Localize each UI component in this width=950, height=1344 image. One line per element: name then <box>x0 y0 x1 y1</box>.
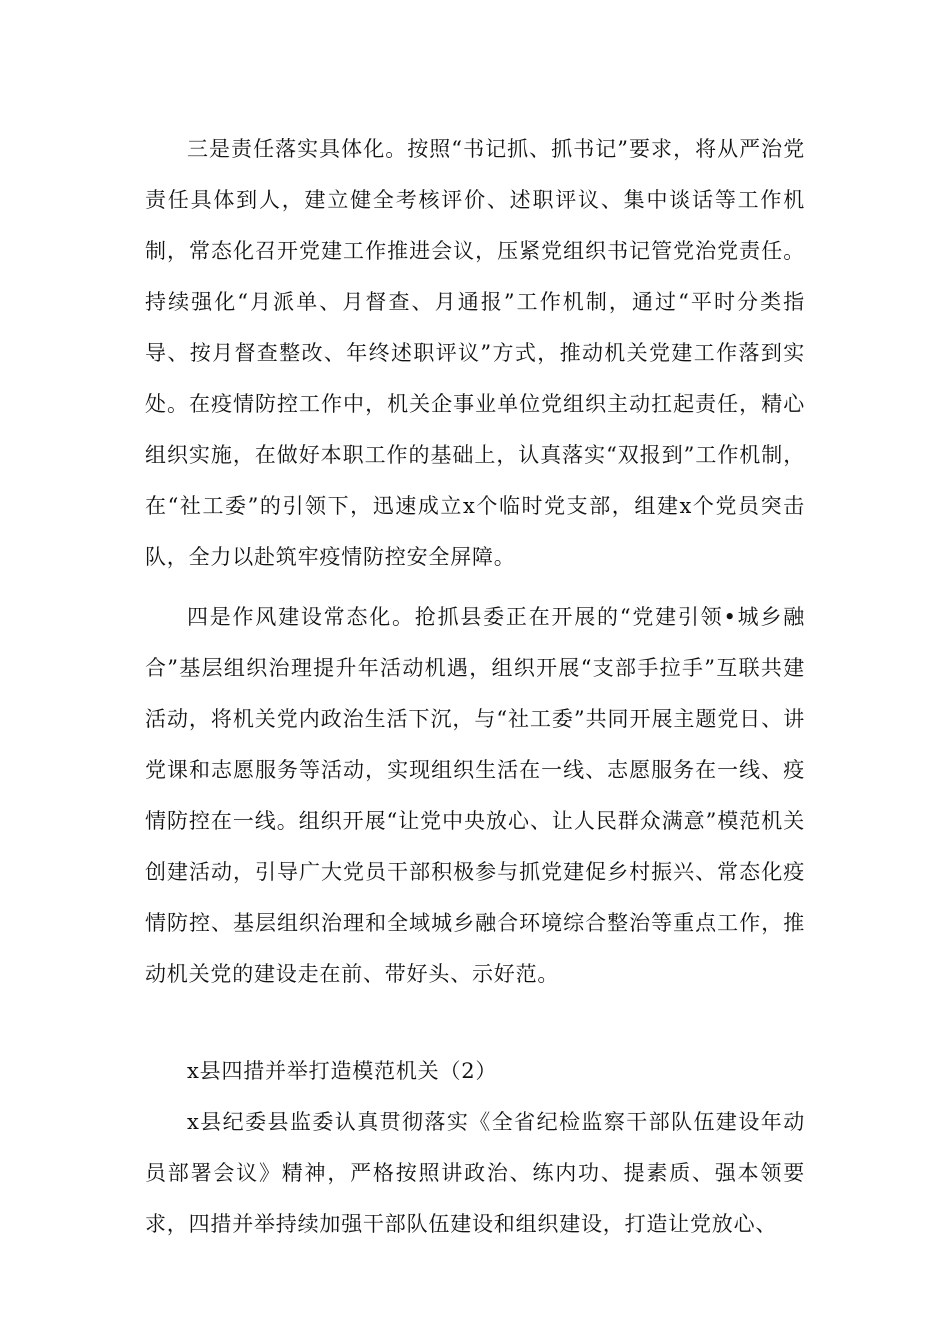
paragraph-responsibility: 三是责任落实具体化。按照“书记抓、抓书记”要求，将从严治党责任具体到人，建立健全考核评价、述职评议、集中谈话等工作机制，常态化召开党建工作推进会议，压紧党组织书记管党治党责任。持续强化“月派单、月督查、月通报”工作机制，通过“平时分类指导、按月督查整改、年终述职评议”方式，推动机关党建工作落到实处。在疫情防控工作中，机关企事业单位党组织主动扛起责任，精心组织实施，在做好本职工作的基础上，认真落实“双报到”工作机制，在“社工委”的引领下，迅速成立x个临时党支部，组建x个党员突击队，全力以赴筑牢疫情防控安全屏障。 <box>145 137 805 569</box>
paragraph-work-style: 四是作风建设常态化。抢抓县委正在开展的“党建引领•城乡融合”基层组织治理提升年活动机遇，组织开展“支部手拉手”互联共建活动，将机关党内政治生活下沉，与“社工委”共同开展主题党日、讲党课和志愿服务等活动，实现组织生活在一线、志愿服务在一线、疫情防控在一线。组织开展“让党中央放心、让人民群众满意”模范机关创建活动，引导广大党员干部积极参与抓党建促乡村振兴、常态化疫情防控、基层组织治理和全域城乡融合环境综合整治等重点工作，推动机关党的建设走在前、带好头、示好范。 <box>145 605 805 986</box>
paragraph-section-intro: x县纪委县监委认真贯彻落实《全省纪检监察干部队伍建设年动员部署会议》精神，严格按照讲政治、练内功、提素质、强本领要求，四措并举持续加强干部队伍建设和组织建设，打造让党放心、 <box>145 1110 805 1236</box>
section-title: x县四措并举打造模范机关（2） <box>187 1059 498 1083</box>
document-body <box>145 124 805 1250</box>
